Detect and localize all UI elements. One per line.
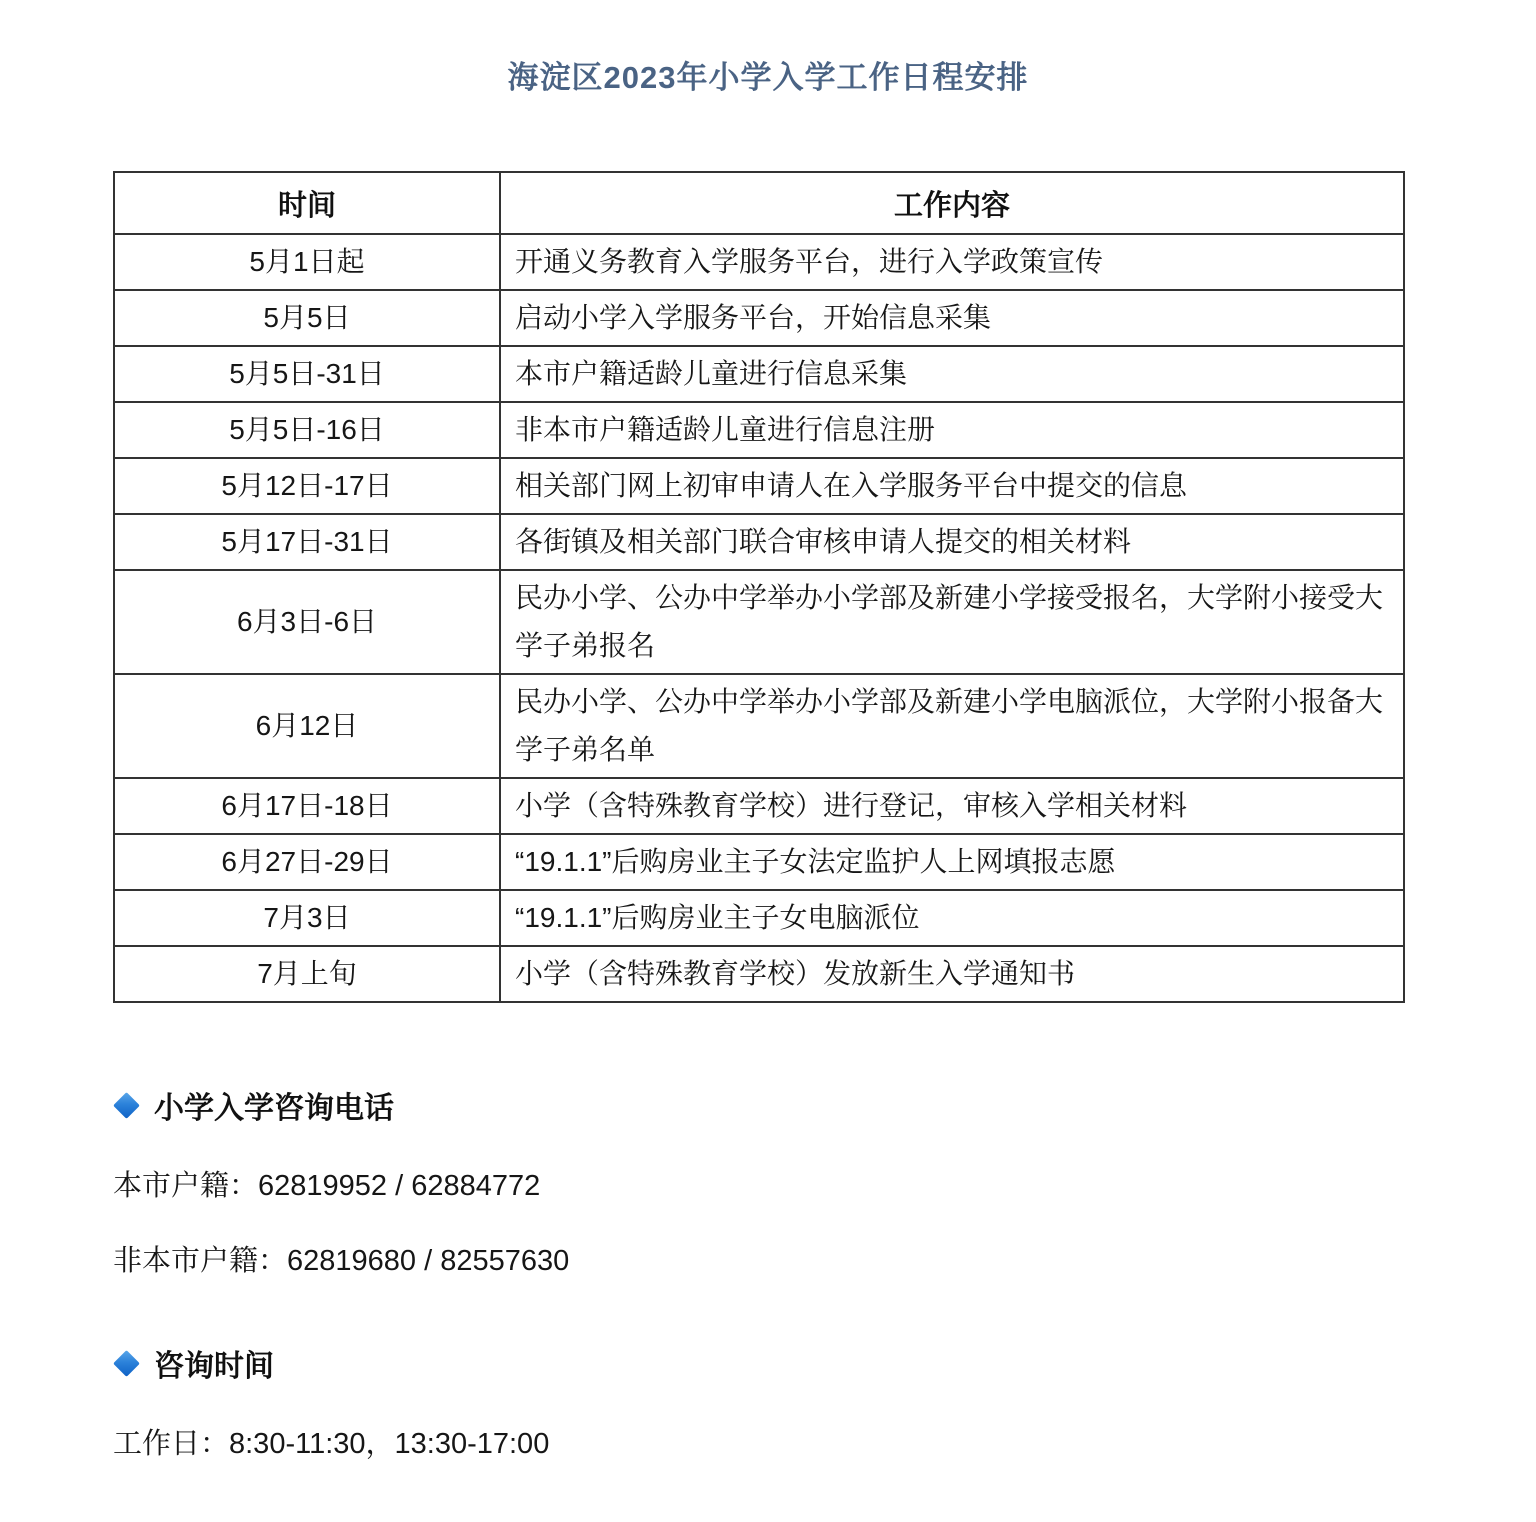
blue-diamond-icon [113, 1350, 140, 1377]
col-header-time: 时间 [114, 172, 500, 234]
content-cell: 小学（含特殊教育学校）发放新生入学通知书 [500, 946, 1404, 1002]
schedule-table-header [114, 172, 1404, 234]
time-cell: 7月3日 [114, 890, 500, 946]
time-cell: 5月1日起 [114, 234, 500, 290]
hours-section [113, 1341, 1423, 1462]
hours-section-title: 咨询时间 [154, 1350, 274, 1383]
phone-section [113, 1083, 1423, 1279]
content-cell: 相关部门网上初审申请人在入学服务平台中提交的信息 [500, 458, 1404, 514]
time-cell: 6月12日 [114, 674, 500, 778]
time-cell: 5月12日-17日 [114, 458, 500, 514]
time-cell: 7月上旬 [114, 946, 500, 1002]
table-row [114, 290, 1404, 346]
content-cell: 民办小学、公办中学举办小学部及新建小学接受报名，大学附小接受大学子弟报名 [500, 570, 1404, 674]
table-row [114, 834, 1404, 890]
content-cell: 本市户籍适龄儿童进行信息采集 [500, 346, 1404, 402]
table-row [114, 402, 1404, 458]
content-cell: 小学（含特殊教育学校）进行登记，审核入学相关材料 [500, 778, 1404, 834]
page-title: 海淀区2023年小学入学工作日程安排 [507, 60, 1029, 95]
table-row [114, 234, 1404, 290]
table-row [114, 674, 1404, 778]
blue-diamond-icon [113, 1092, 140, 1119]
content-cell: “19.1.1”后购房业主子女电脑派位 [500, 890, 1404, 946]
schedule-table [113, 171, 1405, 1003]
time-cell: 6月17日-18日 [114, 778, 500, 834]
phone-section-heading [113, 1083, 1423, 1127]
non-local-registry-phone-line: 非本市户籍：62819680 / 82557630 [113, 1245, 570, 1277]
local-registry-phone-line: 本市户籍：62819952 / 62884772 [113, 1170, 541, 1202]
time-cell: 5月5日-16日 [114, 402, 500, 458]
table-row [114, 890, 1404, 946]
table-row [114, 570, 1404, 674]
col-header-content: 工作内容 [500, 172, 1404, 234]
content-cell: 启动小学入学服务平台，开始信息采集 [500, 290, 1404, 346]
working-hours-line: 工作日：8:30-11:30，13:30-17:00 [113, 1428, 550, 1460]
schedule-table-body [114, 234, 1404, 1002]
time-cell: 6月3日-6日 [114, 570, 500, 674]
table-row [114, 946, 1404, 1002]
time-cell: 5月5日 [114, 290, 500, 346]
phone-section-title: 小学入学咨询电话 [154, 1092, 394, 1125]
content-cell: 民办小学、公办中学举办小学部及新建小学电脑派位，大学附小报备大学子弟名单 [500, 674, 1404, 778]
content-cell: 开通义务教育入学服务平台，进行入学政策宣传 [500, 234, 1404, 290]
header-row [114, 172, 1404, 234]
table-row [114, 514, 1404, 570]
hours-section-heading [113, 1341, 1423, 1385]
time-cell: 5月5日-31日 [114, 346, 500, 402]
content-cell: “19.1.1”后购房业主子女法定监护人上网填报志愿 [500, 834, 1404, 890]
time-cell: 6月27日-29日 [114, 834, 500, 890]
table-row [114, 346, 1404, 402]
table-row [114, 458, 1404, 514]
content-cell: 非本市户籍适龄儿童进行信息注册 [500, 402, 1404, 458]
content-cell: 各街镇及相关部门联合审核申请人提交的相关材料 [500, 514, 1404, 570]
time-cell: 5月17日-31日 [114, 514, 500, 570]
table-row [114, 778, 1404, 834]
